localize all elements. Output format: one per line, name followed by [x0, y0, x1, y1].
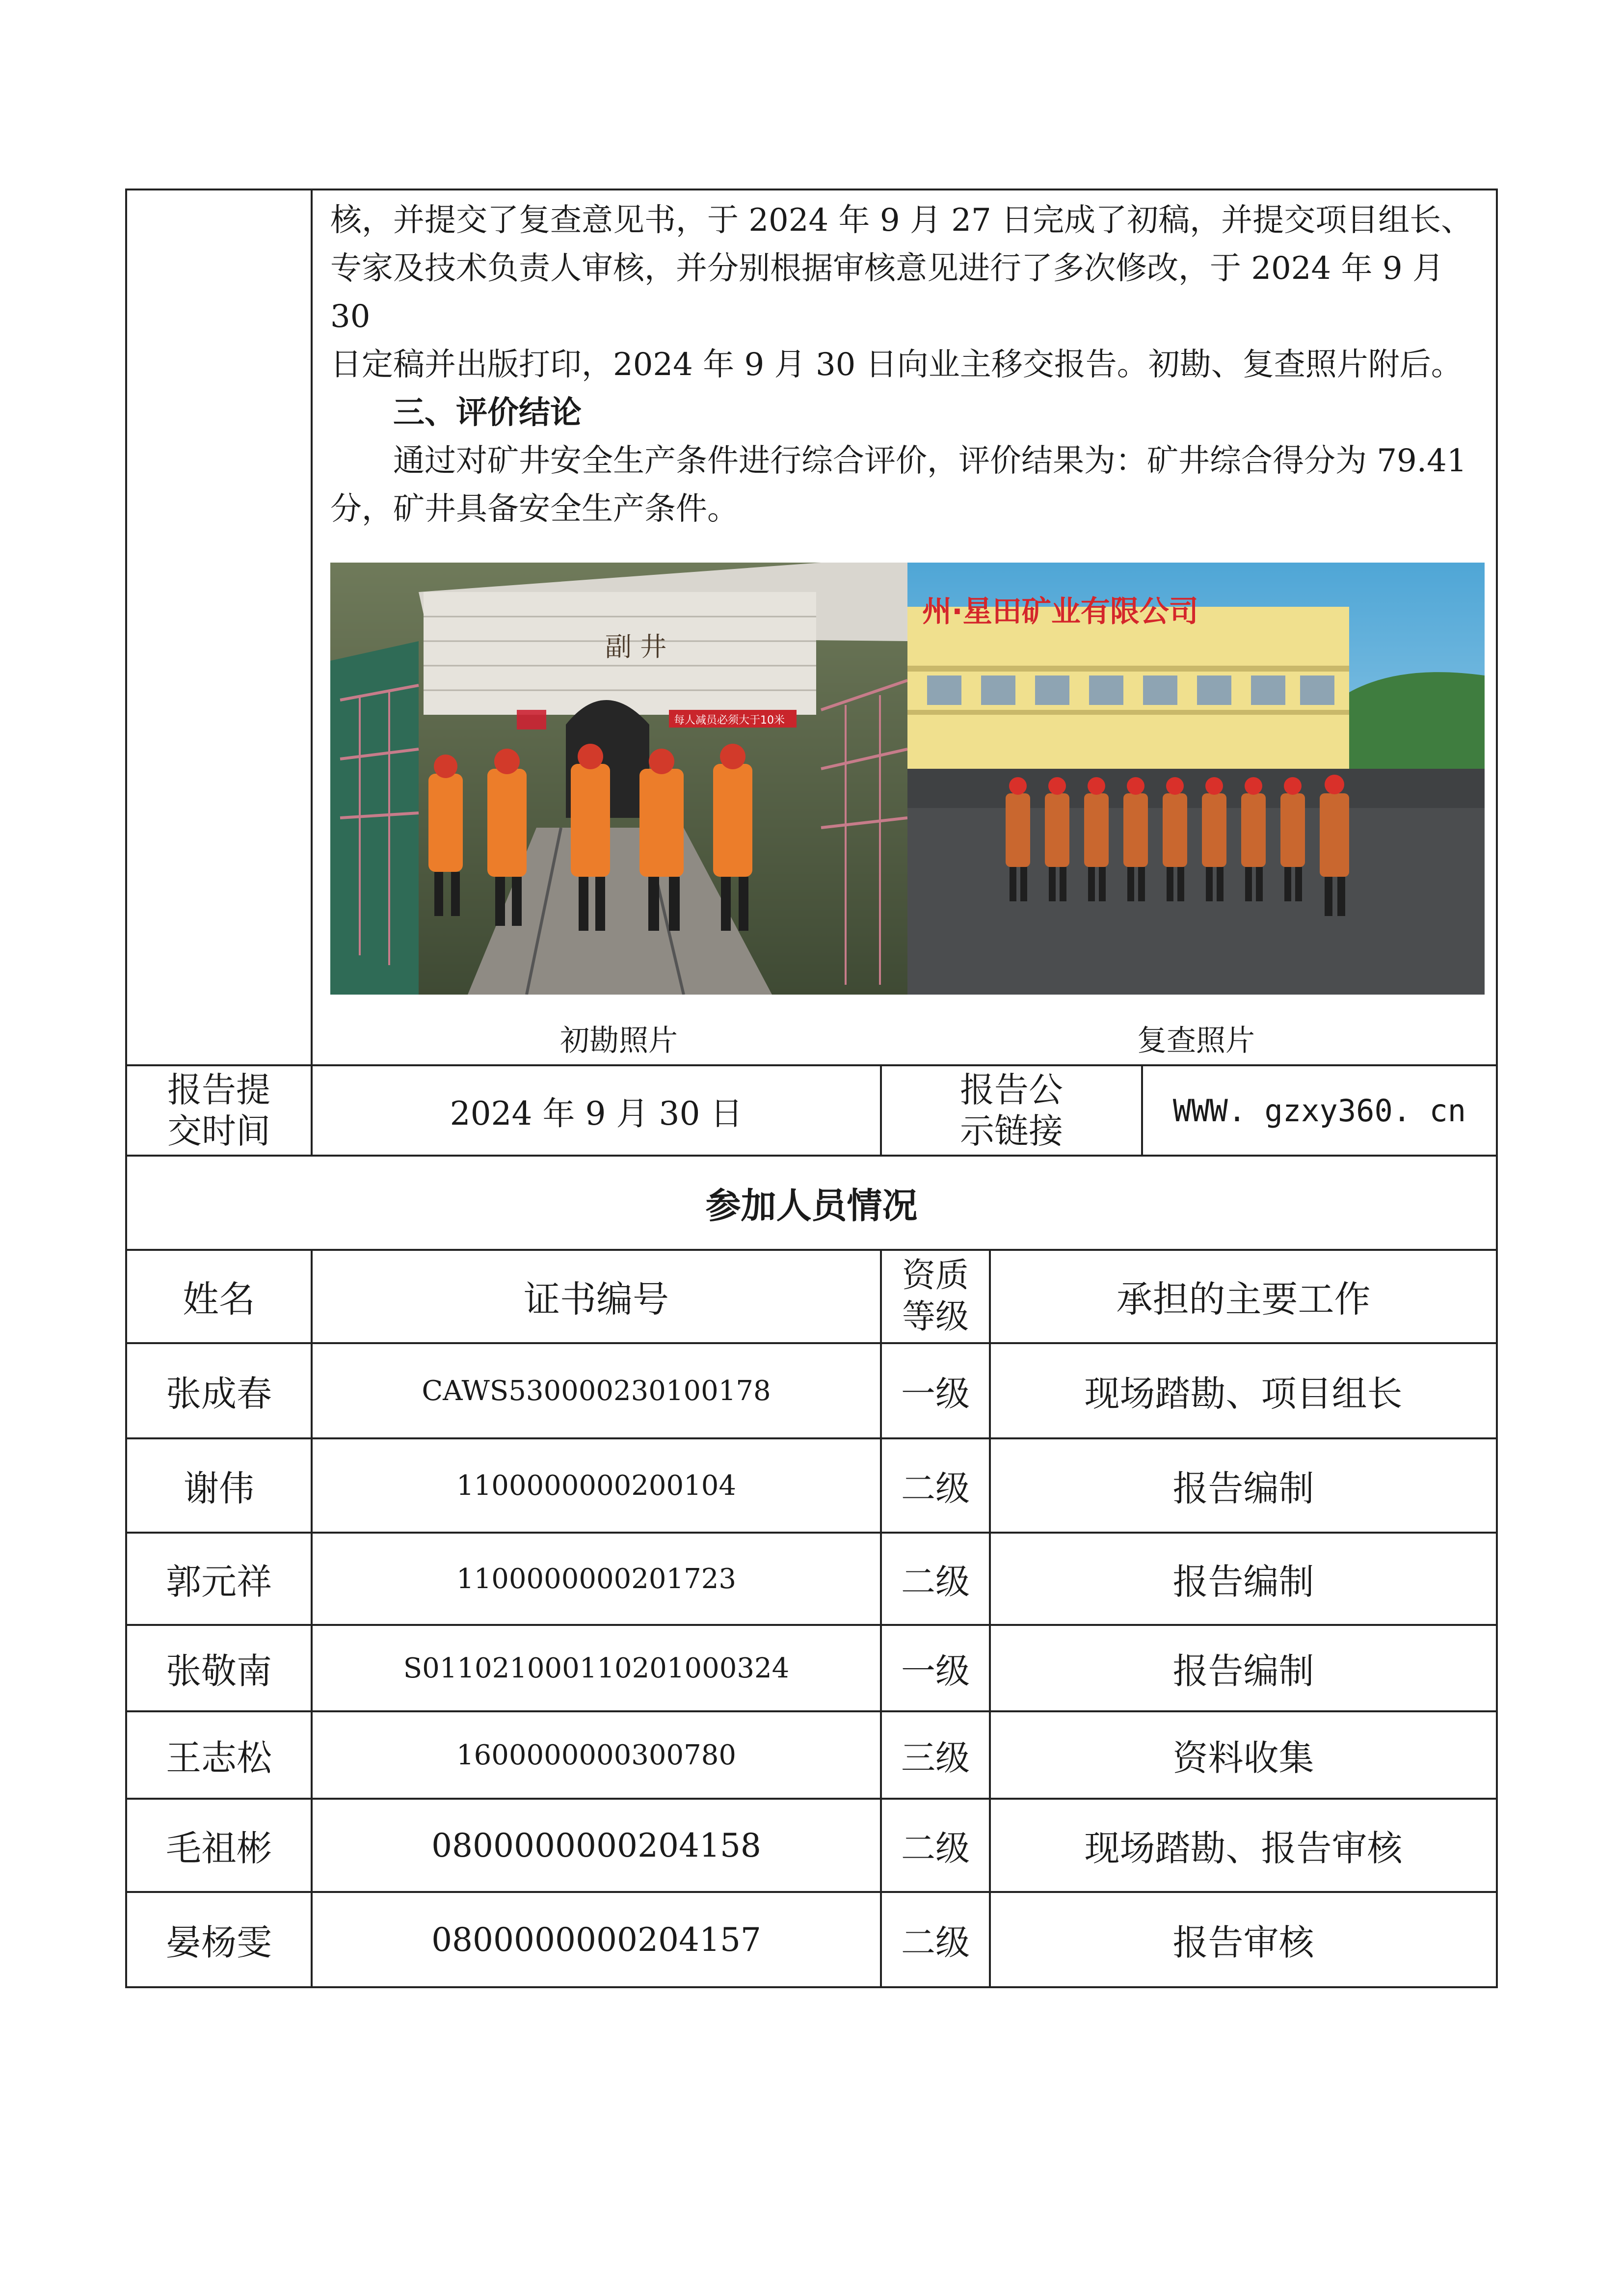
person-name: 王志松 — [126, 1711, 312, 1799]
text-line: 日定稿并出版打印，2024 年 9 月 30 日向业主移交报告。初勘、复查照片附后。 — [330, 347, 1463, 383]
qualification-level: 二级 — [881, 1799, 990, 1892]
re-inspection-photo — [907, 563, 1485, 995]
mine-sign: 副 井 — [605, 631, 667, 662]
company-sign: 州·星田矿业有限公司 — [922, 594, 1198, 629]
cert-number: 0800000000204158 — [312, 1799, 881, 1892]
personnel-title: 参加人员情况 — [126, 1156, 1497, 1250]
main-work: 报告编制 — [990, 1438, 1497, 1533]
col-header-work: 承担的主要工作 — [990, 1250, 1497, 1343]
main-work: 报告编制 — [990, 1625, 1497, 1711]
col-header-level — [881, 1250, 990, 1343]
qualification-level: 一级 — [881, 1343, 990, 1438]
public-link[interactable]: WWW. gzxy360. cn — [1142, 1065, 1497, 1156]
mine-banner: 每人减员必须大于10米 — [674, 714, 785, 727]
text-line: 分，矿井具备安全生产条件。 — [330, 491, 739, 527]
col-header-level-text: 资质等级 — [902, 1256, 969, 1336]
main-work: 资料收集 — [990, 1711, 1497, 1799]
person-name: 张成春 — [126, 1343, 312, 1438]
qualification-level: 二级 — [881, 1892, 990, 1987]
table-row — [126, 1533, 1497, 1625]
table-row — [126, 1343, 1497, 1438]
main-work: 报告编制 — [990, 1533, 1497, 1625]
initial-survey-photo — [330, 563, 907, 995]
person-name: 毛祖彬 — [126, 1799, 312, 1892]
table-row — [126, 1799, 1497, 1892]
person-name: 郭元祥 — [126, 1533, 312, 1625]
document-page — [125, 189, 1496, 1988]
qualification-level: 二级 — [881, 1438, 990, 1533]
cert-number: 1600000000300780 — [312, 1711, 881, 1799]
link-label — [881, 1065, 1142, 1156]
cert-number: 1100000000201723 — [312, 1533, 881, 1625]
qualification-level: 一级 — [881, 1625, 990, 1711]
text-line: 通过对矿井安全生产条件进行综合评价，评价结果为：矿井综合得分为 79.41 — [393, 443, 1467, 479]
cert-number: S011021000110201000324 — [312, 1625, 881, 1711]
qualification-level: 二级 — [881, 1533, 990, 1625]
table-row — [126, 1892, 1497, 1987]
col-header-name: 姓名 — [126, 1250, 312, 1343]
description-cell — [312, 189, 1497, 1065]
submit-time-label — [126, 1065, 312, 1156]
re-inspection-caption: 复查照片 — [1137, 1024, 1255, 1058]
person-name: 谢伟 — [126, 1438, 312, 1533]
text-line: 核，并提交了复查意见书，于 2024 年 9 月 27 日完成了初稿，并提交项目组长、 — [330, 202, 1473, 239]
person-name: 张敬南 — [126, 1625, 312, 1711]
col-header-cert: 证书编号 — [312, 1250, 881, 1343]
cert-number: CAWS530000230100178 — [312, 1343, 881, 1438]
left-blank-cell — [126, 189, 312, 1065]
cert-number: 1100000000200104 — [312, 1438, 881, 1533]
link-label-text: 报告公示链接 — [960, 1070, 1063, 1151]
section-heading: 三、评价结论 — [393, 394, 582, 431]
photo-captions — [313, 1017, 1496, 1059]
initial-survey-caption: 初勘照片 — [560, 1024, 678, 1058]
body-text — [313, 190, 1496, 533]
table-row — [126, 1711, 1497, 1799]
photo-strip — [313, 563, 1496, 995]
person-name: 晏杨雯 — [126, 1892, 312, 1987]
group-photo-image — [907, 563, 1485, 995]
cert-number: 0800000000204157 — [312, 1892, 881, 1987]
submit-time-value: 2024 年 9 月 30 日 — [312, 1065, 881, 1156]
mine-entrance-image — [330, 563, 907, 995]
main-work: 报告审核 — [990, 1892, 1497, 1987]
report-table — [125, 189, 1498, 1988]
main-work: 现场踏勘、报告审核 — [990, 1799, 1497, 1892]
qualification-level: 三级 — [881, 1711, 990, 1799]
submit-time-label-text: 报告提交时间 — [167, 1070, 270, 1151]
table-row — [126, 1625, 1497, 1711]
table-row — [126, 1438, 1497, 1533]
text-line: 专家及技术负责人审核，并分别根据审核意见进行了多次修改，于 2024 年 9 月 30 — [330, 250, 1444, 335]
main-work: 现场踏勘、项目组长 — [990, 1343, 1497, 1438]
